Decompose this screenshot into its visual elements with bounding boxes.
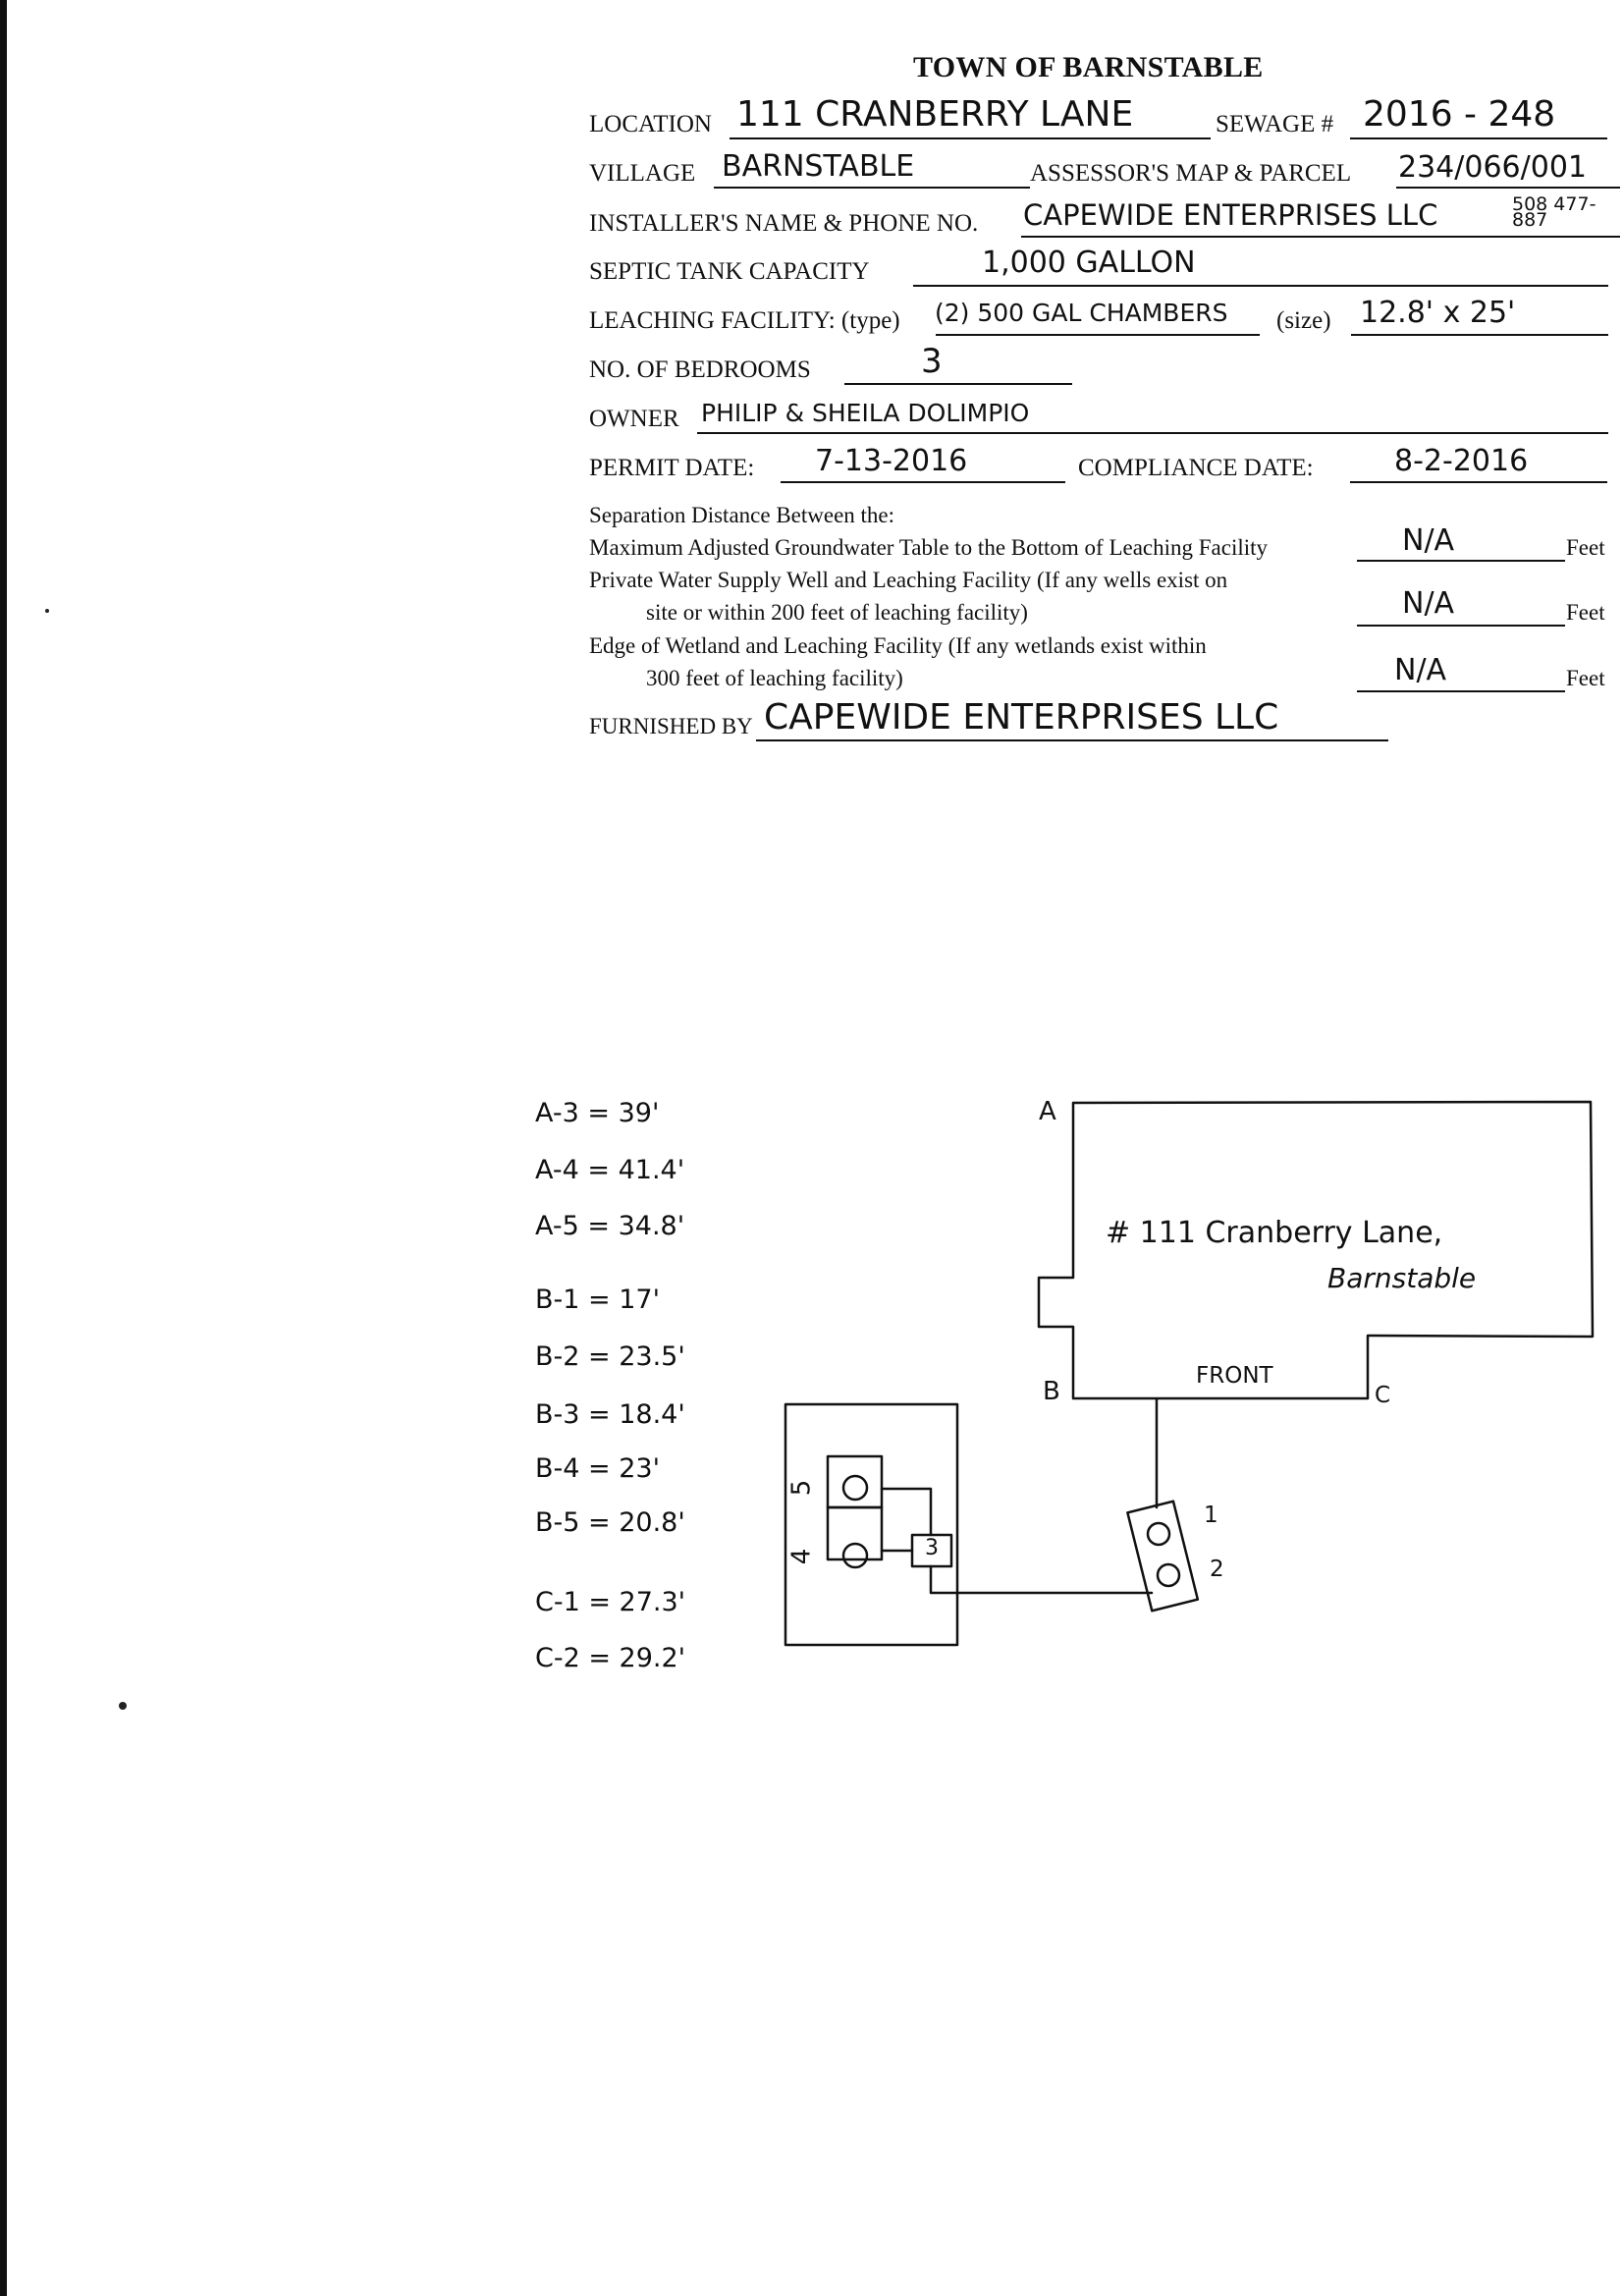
measurement-b5: B-5 = 20.8' — [535, 1507, 685, 1538]
permit-date-value: 7-13-2016 — [815, 444, 968, 478]
owner-label: OWNER — [589, 406, 679, 432]
separation-heading: Separation Distance Between the: — [589, 503, 895, 527]
tank-capacity-label: SEPTIC TANK CAPACITY — [589, 258, 870, 285]
house-address-line1: # 111 Cranberry Lane, — [1106, 1216, 1443, 1250]
installer-label: INSTALLER'S NAME & PHONE NO. — [589, 210, 979, 237]
chamber-number-4: 4 — [786, 1548, 817, 1565]
separation-row1-value: N/A — [1402, 523, 1455, 558]
leaching-type-value: (2) 500 GAL CHAMBERS — [935, 299, 1228, 327]
installer-phone: 508 477-887 — [1512, 193, 1596, 231]
assessor-value: 234/066/001 — [1398, 150, 1587, 185]
tank-circle-1 — [1148, 1523, 1169, 1545]
chamber-5-circle — [843, 1476, 867, 1500]
chamber-number-5: 5 — [786, 1479, 817, 1497]
compliance-date-value: 8-2-2016 — [1394, 444, 1529, 478]
separation-row3b: 300 feet of leaching facility) — [646, 666, 903, 690]
permit-date-label: PERMIT DATE: — [589, 455, 755, 481]
corner-c-label: C — [1375, 1383, 1391, 1408]
chamber-4-circle — [843, 1544, 867, 1567]
separation-row2-value: N/A — [1402, 586, 1455, 621]
front-label: FRONT — [1196, 1363, 1273, 1389]
separation-row1-unit: Feet — [1566, 535, 1605, 560]
leaching-size-label: (size) — [1276, 307, 1331, 334]
village-label: VILLAGE — [589, 160, 696, 187]
measurement-b4: B-4 = 23' — [535, 1453, 661, 1484]
measurement-a5: A-5 = 34.8' — [535, 1211, 685, 1241]
tank-number-1: 1 — [1204, 1503, 1218, 1528]
leaching-size-value: 12.8' x 25' — [1360, 296, 1516, 330]
separation-row2a: Private Water Supply Well and Leaching Facility (If any wells exist on — [589, 568, 1228, 592]
separation-row2-unit: Feet — [1566, 600, 1605, 625]
sewage-label: SEWAGE # — [1216, 111, 1334, 137]
village-value: BARNSTABLE — [722, 149, 915, 184]
chamber-number-3: 3 — [925, 1536, 939, 1560]
compliance-date-label: COMPLIANCE DATE: — [1078, 455, 1314, 481]
bedrooms-label: NO. OF BEDROOMS — [589, 356, 811, 383]
owner-value: PHILIP & SHEILA DOLIMPIO — [701, 399, 1030, 427]
dbox-to-tank-line — [931, 1566, 1152, 1593]
measurement-a3: A-3 = 39' — [535, 1098, 660, 1128]
corner-a-label: A — [1039, 1097, 1056, 1126]
installer-value: CAPEWIDE ENTERPRISES LLC — [1023, 198, 1438, 232]
separation-row3-unit: Feet — [1566, 666, 1605, 690]
separation-row3-value: N/A — [1394, 653, 1447, 687]
septic-tank-outline — [1127, 1502, 1197, 1612]
measurement-c2: C-2 = 29.2' — [535, 1643, 686, 1673]
measurement-b2: B-2 = 23.5' — [535, 1341, 685, 1372]
separation-row2b: site or within 200 feet of leaching facility) — [646, 600, 1028, 625]
separation-row1: Maximum Adjusted Groundwater Table to the Bottom of Leaching Facility — [589, 535, 1269, 560]
measurement-c1: C-1 = 27.3' — [535, 1587, 686, 1617]
location-label: LOCATION — [589, 111, 712, 137]
separation-row3a: Edge of Wetland and Leaching Facility (If any wetlands exist within — [589, 633, 1207, 658]
tank-circle-2 — [1158, 1564, 1179, 1586]
tank-number-2: 2 — [1210, 1557, 1224, 1582]
furnished-by-value: CAPEWIDE ENTERPRISES LLC — [764, 697, 1279, 738]
house-address-line2: Barnstable — [1327, 1262, 1477, 1294]
measurement-b3: B-3 = 18.4' — [535, 1399, 685, 1430]
form-title: TOWN OF BARNSTABLE — [913, 51, 1264, 83]
location-value: 111 CRANBERRY LANE — [736, 94, 1134, 135]
bedrooms-value: 3 — [921, 342, 943, 381]
tank-capacity-value: 1,000 GALLON — [982, 246, 1196, 280]
sewage-value: 2016 - 248 — [1363, 94, 1556, 135]
chamber-4-box — [828, 1507, 882, 1559]
furnished-by-label: FURNISHED BY — [589, 714, 753, 738]
chamber-to-dbox-upper — [882, 1489, 931, 1535]
assessor-label: ASSESSOR'S MAP & PARCEL — [1030, 160, 1352, 187]
measurement-a4: A-4 = 41.4' — [535, 1155, 685, 1185]
house-outline — [1039, 1102, 1593, 1398]
measurement-b1: B-1 = 17' — [535, 1285, 661, 1315]
corner-b-label: B — [1043, 1377, 1060, 1406]
leaching-type-label: LEACHING FACILITY: (type) — [589, 307, 900, 334]
